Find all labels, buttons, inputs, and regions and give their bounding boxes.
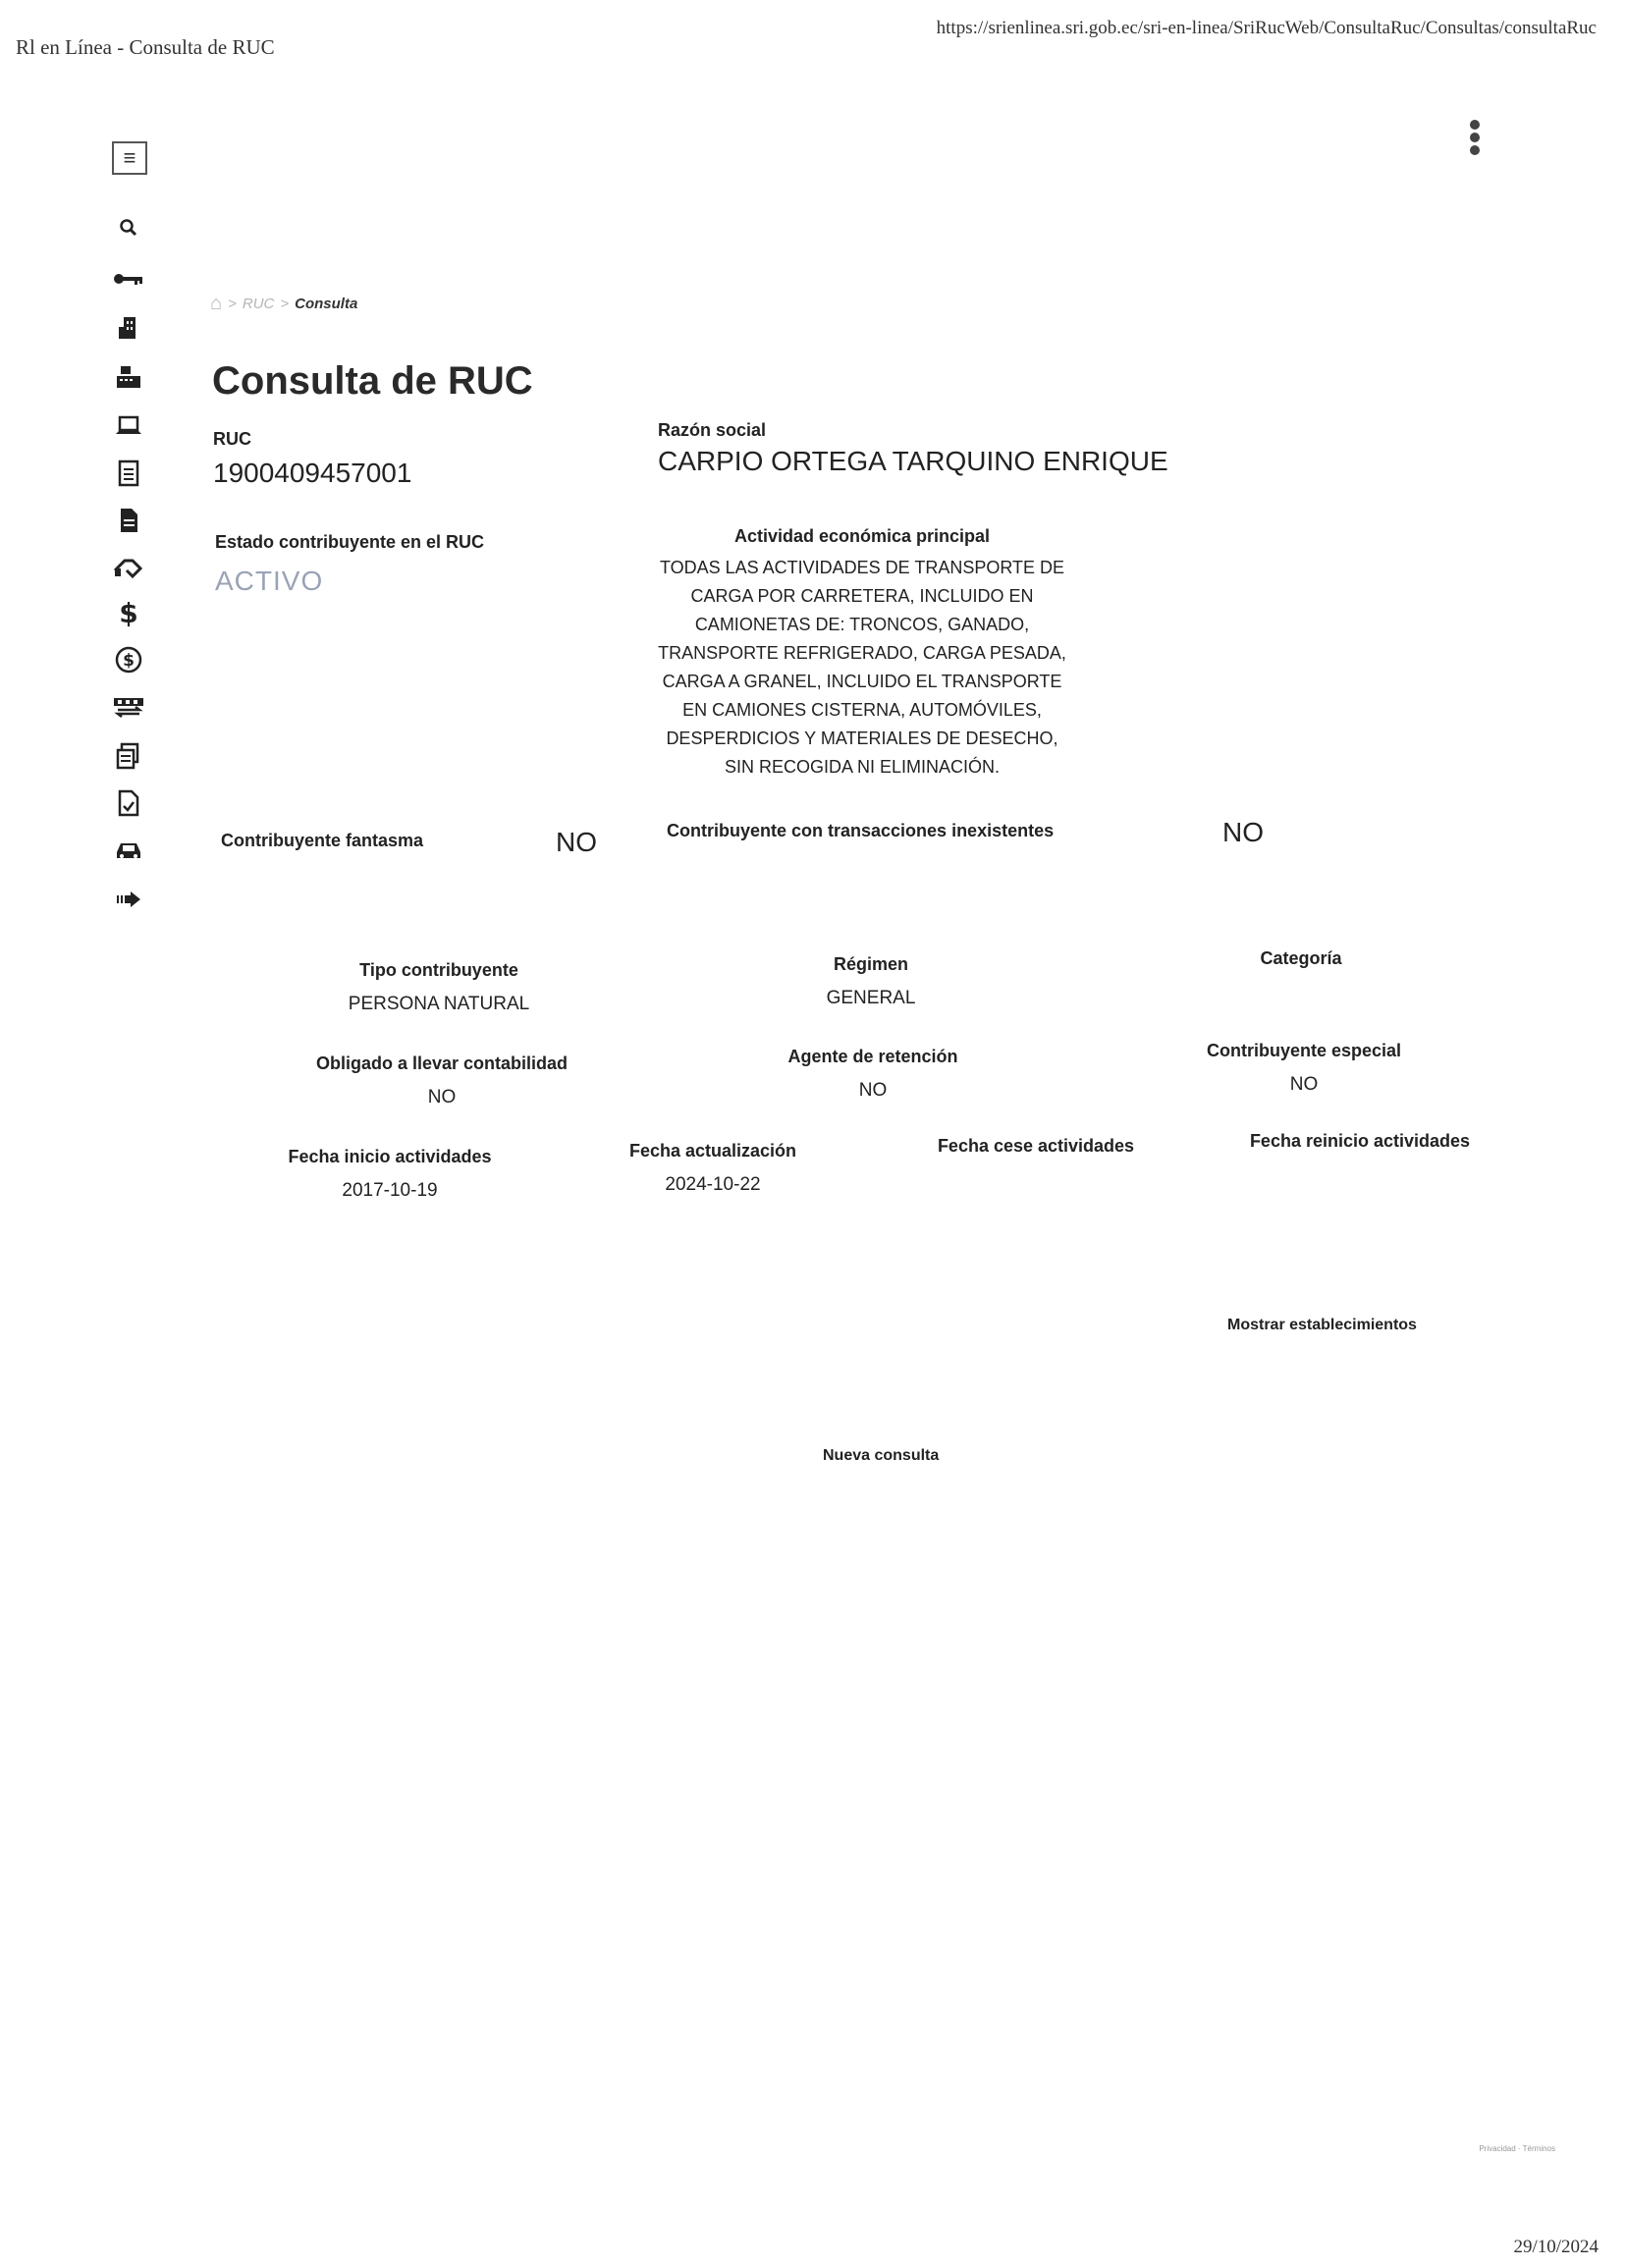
actividad-line: CARGA POR CARRETERA, INCLUIDO EN bbox=[690, 586, 1034, 606]
handshake-icon[interactable] bbox=[110, 552, 147, 583]
building-icon[interactable] bbox=[110, 312, 147, 344]
tipo-value: PERSONA NATURAL bbox=[348, 994, 530, 1014]
obligado-label: Obligado a llevar contabilidad bbox=[315, 1053, 569, 1073]
breadcrumb-separator: > bbox=[228, 296, 237, 312]
key-icon[interactable] bbox=[110, 263, 147, 295]
laptop-icon[interactable] bbox=[110, 410, 147, 442]
actividad-line: TODAS LAS ACTIVIDADES DE TRANSPORTE DE bbox=[659, 558, 1065, 577]
coin-icon[interactable] bbox=[110, 644, 147, 675]
actividad-line: CAMIONETAS DE: TRONCOS, GANADO, bbox=[694, 615, 1030, 634]
fantasma-label: Contribuyente fantasma bbox=[221, 831, 424, 850]
breadcrumb-separator: > bbox=[280, 296, 290, 312]
file-icon[interactable] bbox=[110, 505, 147, 536]
arrow-right-icon[interactable] bbox=[110, 884, 147, 915]
ruc-value: 1900409457001 bbox=[213, 458, 412, 488]
obligado-value: NO bbox=[427, 1087, 457, 1107]
print-date: 29/10/2024 bbox=[1513, 2237, 1599, 2257]
agente-label: Agente de retención bbox=[787, 1047, 958, 1066]
regimen-label: Régimen bbox=[833, 954, 909, 974]
menu-button[interactable] bbox=[112, 141, 147, 175]
home-icon[interactable]: ⌂ bbox=[210, 293, 223, 314]
agente-value: NO bbox=[858, 1080, 888, 1101]
dollar-icon[interactable]: $ bbox=[119, 596, 138, 629]
categoria-label: Categoría bbox=[1260, 948, 1342, 968]
fecha-actualizacion-value: 2024-10-22 bbox=[665, 1174, 761, 1195]
payment-transfer-icon[interactable] bbox=[110, 693, 147, 725]
cash-register-icon[interactable] bbox=[110, 361, 147, 393]
page-title: Consulta de RUC bbox=[212, 359, 533, 403]
fecha-reinicio-label: Fecha reinicio actividades bbox=[1249, 1131, 1471, 1151]
fecha-cese-label: Fecha cese actividades bbox=[937, 1136, 1135, 1156]
mostrar-establecimientos-button[interactable]: Mostrar establecimientos bbox=[1227, 1317, 1417, 1333]
receipt-icon[interactable] bbox=[110, 740, 147, 772]
fecha-inicio-value: 2017-10-19 bbox=[342, 1180, 438, 1201]
tipo-label: Tipo contribuyente bbox=[359, 960, 518, 980]
search-icon[interactable] bbox=[110, 212, 147, 243]
fecha-inicio-label: Fecha inicio actividades bbox=[288, 1147, 492, 1166]
actividad-label: Actividad económica principal bbox=[733, 526, 991, 546]
more-options-icon[interactable] bbox=[1467, 120, 1483, 158]
actividad-value bbox=[656, 554, 1068, 782]
fecha-actualizacion-label: Fecha actualización bbox=[628, 1141, 797, 1161]
print-url: https://srienlinea.sri.gob.ec/sri-en-linea/SriRucWeb/ConsultaRuc/Consultas/consultaRuc bbox=[936, 18, 1597, 38]
status-badge: ACTIVO bbox=[215, 566, 324, 596]
actividad-line: EN CAMIONES CISTERNA, AUTOMÓVILES, bbox=[682, 700, 1042, 720]
especial-value: NO bbox=[1289, 1074, 1319, 1095]
especial-label: Contribuyente especial bbox=[1206, 1041, 1402, 1060]
breadcrumb-ruc[interactable]: RUC bbox=[242, 296, 275, 312]
transacciones-value: NO bbox=[1222, 817, 1264, 847]
actividad-line: SIN RECOGIDA NI ELIMINACIÓN. bbox=[724, 757, 1001, 777]
ruc-label: RUC bbox=[213, 429, 251, 449]
file-check-icon[interactable] bbox=[110, 787, 147, 819]
menu-icon: ≡ bbox=[123, 145, 136, 170]
svg-text:$: $ bbox=[123, 651, 135, 671]
car-icon[interactable] bbox=[110, 835, 147, 866]
transacciones-label: Contribuyente con transacciones inexistentes bbox=[667, 821, 1055, 840]
actividad-line: TRANSPORTE REFRIGERADO, CARGA PESADA, bbox=[658, 643, 1066, 663]
breadcrumb bbox=[210, 293, 357, 315]
estado-label: Estado contribuyente en el RUC bbox=[215, 532, 485, 552]
razon-social-value: CARPIO ORTEGA TARQUINO ENRIQUE bbox=[658, 446, 1168, 476]
breadcrumb-current: Consulta bbox=[295, 296, 358, 312]
razon-social-label: Razón social bbox=[658, 420, 767, 440]
print-page-title: Rl en Línea - Consulta de RUC bbox=[16, 35, 275, 59]
actividad-line: DESPERDICIOS Y MATERIALES DE DESECHO, bbox=[666, 729, 1058, 748]
fantasma-value: NO bbox=[556, 827, 597, 857]
nueva-consulta-button[interactable]: Nueva consulta bbox=[823, 1447, 940, 1464]
document-icon[interactable] bbox=[110, 458, 147, 489]
actividad-line: CARGA A GRANEL, INCLUIDO EL TRANSPORTE bbox=[662, 672, 1062, 691]
footer-links[interactable]: Privacidad · Términos bbox=[1479, 2144, 1555, 2153]
regimen-value: GENERAL bbox=[826, 988, 916, 1008]
